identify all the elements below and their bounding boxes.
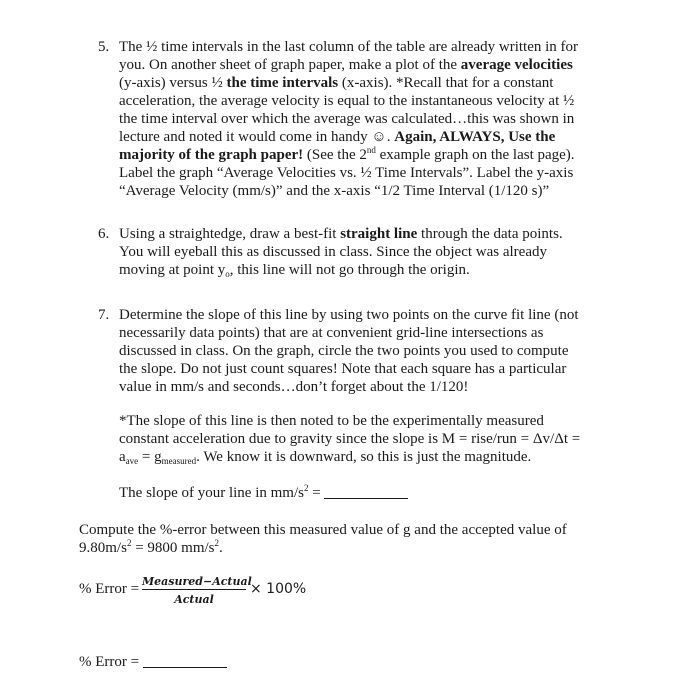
text-line: “Average Velocity (mm/s)” and the x-axis “1/2 Time Interval (1/120 s)” bbox=[119, 183, 550, 199]
error-fraction bbox=[142, 572, 252, 606]
text-line: moving at point $y_o$, this line will not go through the origin. bbox=[119, 262, 470, 279]
text-line: $a_{ave} = g_{measured}$. We know it is downward, so this is just the magnitude. bbox=[119, 449, 532, 466]
formula-label: % Error = bbox=[79, 581, 140, 597]
slope-answer-blank[interactable] bbox=[324, 498, 408, 499]
text-line: majority of the graph paper! (See the 2nd example graph on the last page). bbox=[119, 145, 575, 163]
text-line: lecture and noted it would come in handy ☺. Again, ALWAYS, Use the bbox=[119, 129, 556, 145]
item-number: 7. bbox=[98, 307, 110, 323]
text-line: (y-axis) versus ½ the time intervals (x-axis). *Recall that for a constant bbox=[119, 75, 554, 91]
text-line: You will eyeball this as discussed in class. Since the object was already bbox=[119, 244, 547, 260]
text-line: necessarily data points) that are at convenient grid-line intersections as bbox=[119, 325, 544, 341]
text-line: constant acceleration due to gravity since the slope is M = rise/run = Δv/Δt = bbox=[119, 431, 581, 447]
text-line: Using a straightedge, draw a best-fit straight line through the data points. bbox=[119, 226, 563, 242]
text-line: Determine the slope of this line by using two points on the curve fit line (not bbox=[119, 307, 579, 323]
slope-prompt: The slope of your line in $mm/s^2$ = bbox=[119, 484, 408, 502]
text-line: Compute the %-error between this measured value of g and the accepted value of bbox=[79, 522, 567, 538]
error-answer: % Error = bbox=[79, 653, 227, 671]
error-instructions bbox=[79, 521, 567, 557]
multiplier: × 100% bbox=[250, 581, 307, 597]
text-line: discussed in class. On the graph, circle the two points you used to compute bbox=[119, 343, 569, 359]
text-line: value in mm/s and seconds…don’t forget about the 1/120! bbox=[119, 379, 469, 395]
item-number: 6. bbox=[98, 226, 110, 242]
numerator: Measured−Actual bbox=[142, 575, 252, 588]
text-line: acceleration, the average velocity is equal to the instantaneous velocity at ½ bbox=[119, 93, 575, 109]
fraction-bar bbox=[142, 589, 246, 590]
text-line: *The slope of this line is then noted to be the experimentally measured bbox=[119, 413, 544, 429]
denominator: Actual bbox=[174, 593, 214, 606]
text-line: the slope. Do not just count squares! Note that each square has a particular bbox=[119, 361, 567, 377]
text-line: Label the graph “Average Velocities vs. ½ Time Intervals”. Label the y-axis bbox=[119, 165, 574, 181]
item-number: 5. bbox=[98, 39, 110, 55]
error-answer-blank[interactable] bbox=[143, 667, 227, 668]
text-line: $9.80m/s^2 = 9800$ $mm/s^2$. bbox=[79, 538, 223, 556]
text-line: the time interval over which the average was calculated…this was shown in bbox=[119, 111, 575, 127]
text-line: you. On another sheet of graph paper, make a plot of the average velocities bbox=[119, 57, 573, 73]
text-line: The ½ time intervals in the last column of the table are already written in for bbox=[119, 39, 579, 55]
